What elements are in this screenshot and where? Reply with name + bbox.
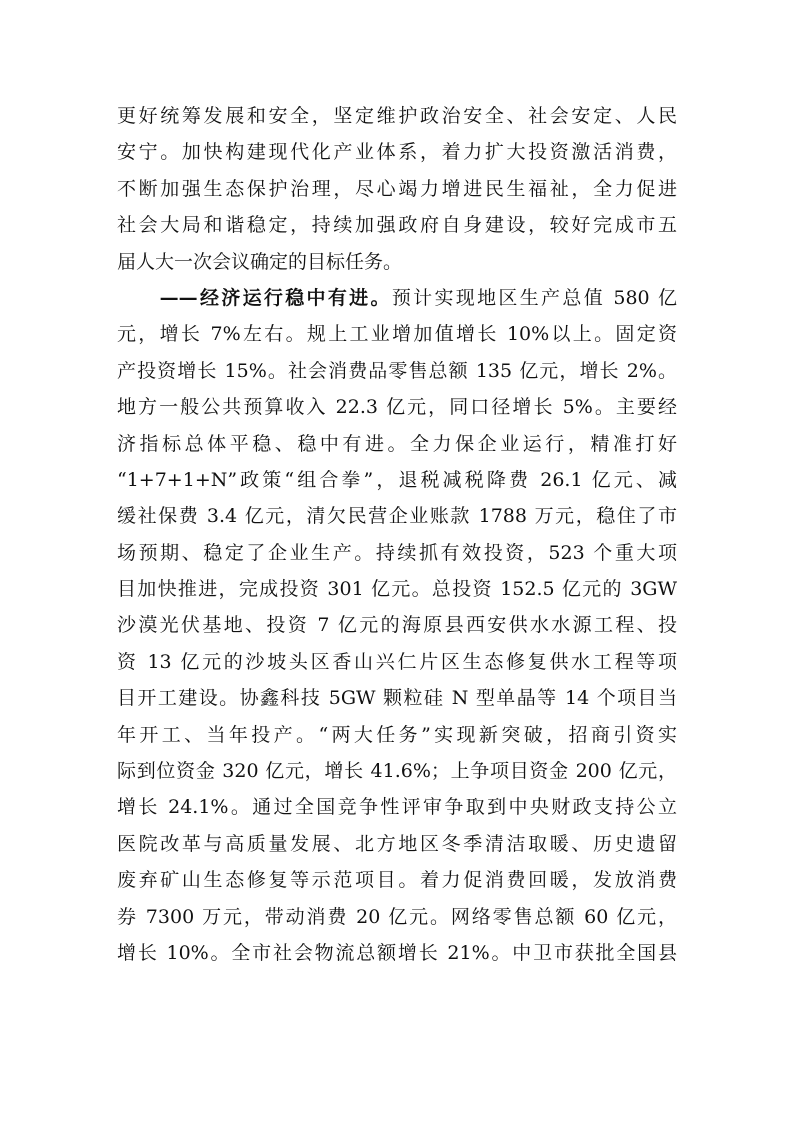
text-line: 社会大局和谐稳定，持续加强政府自身建设，较好完成市五 [117,214,677,237]
text-line: 安宁。加快构建现代化产业体系，着力扩大投资激活消费， [117,141,677,164]
text-line: 医院改革与高质量发展、北方地区冬季清洁取暖、历史遗留 [117,832,677,855]
text-line: 券 7300 万元，带动消费 20 亿元。网络零售总额 60 亿元， [117,905,677,928]
text-line: “1+7+1+N”政策“组合拳”，退税减税降费 26.1 亿元、减 [117,468,677,491]
text-line: 不断加强生态保护治理，尽心竭力增进民生福祉，全力促进 [117,177,677,200]
text-line: 际到位资金 320 亿元，增长 41.6%；上争项目资金 200 亿元， [117,760,677,783]
text-line: 目加快推进，完成投资 301 亿元。总投资 152.5 亿元的 3GW [117,578,677,601]
section-heading-line: ——经济运行稳中有进。预计实现地区生产总值 580 亿 [117,286,677,309]
text-line: 目开工建设。协鑫科技 5GW 颗粒硅 N 型单晶等 14 个项目当 [117,687,677,710]
text-line: 场预期、稳定了企业生产。持续抓有效投资，523 个重大项 [117,541,677,564]
text-line: 届人大一次会议确定的目标任务。 [117,250,403,273]
text-line: 产投资增长 15%。社会消费品零售总额 135 亿元，增长 2%。 [117,359,677,382]
text-line: 增长 24.1%。通过全国竞争性评审争取到中央财政支持公立 [117,796,677,819]
text-line: 元，增长 7%左右。规上工业增加值增长 10%以上。固定资 [117,323,677,346]
section-heading: ——经济运行稳中有进。 [117,286,392,309]
text-line: 缓社保费 3.4 亿元，清欠民营企业账款 1788 万元，稳住了市 [117,505,677,528]
text-line: 更好统筹发展和安全，坚定维护政治安全、社会安定、人民 [117,105,677,127]
text-line: 年开工、当年投产。“两大任务”实现新突破，招商引资实 [117,723,677,746]
text-line: 废弃矿山生态修复等示范项目。着力促消费回暖，发放消费 [117,869,677,892]
text-line: 地方一般公共预算收入 22.3 亿元，同口径增长 5%。主要经 [117,396,677,419]
text-line: 沙漠光伏基地、投资 7 亿元的海原县西安供水水源工程、投 [117,614,677,637]
text-line: 资 13 亿元的沙坡头区香山兴仁片区生态修复供水工程等项 [117,650,677,673]
text-line: 济指标总体平稳、稳中有进。全力保企业运行，精准打好 [117,432,677,455]
body-text [117,98,677,971]
text-line: 增长 10%。全市社会物流总额增长 21%。中卫市获批全国县 [117,941,677,964]
